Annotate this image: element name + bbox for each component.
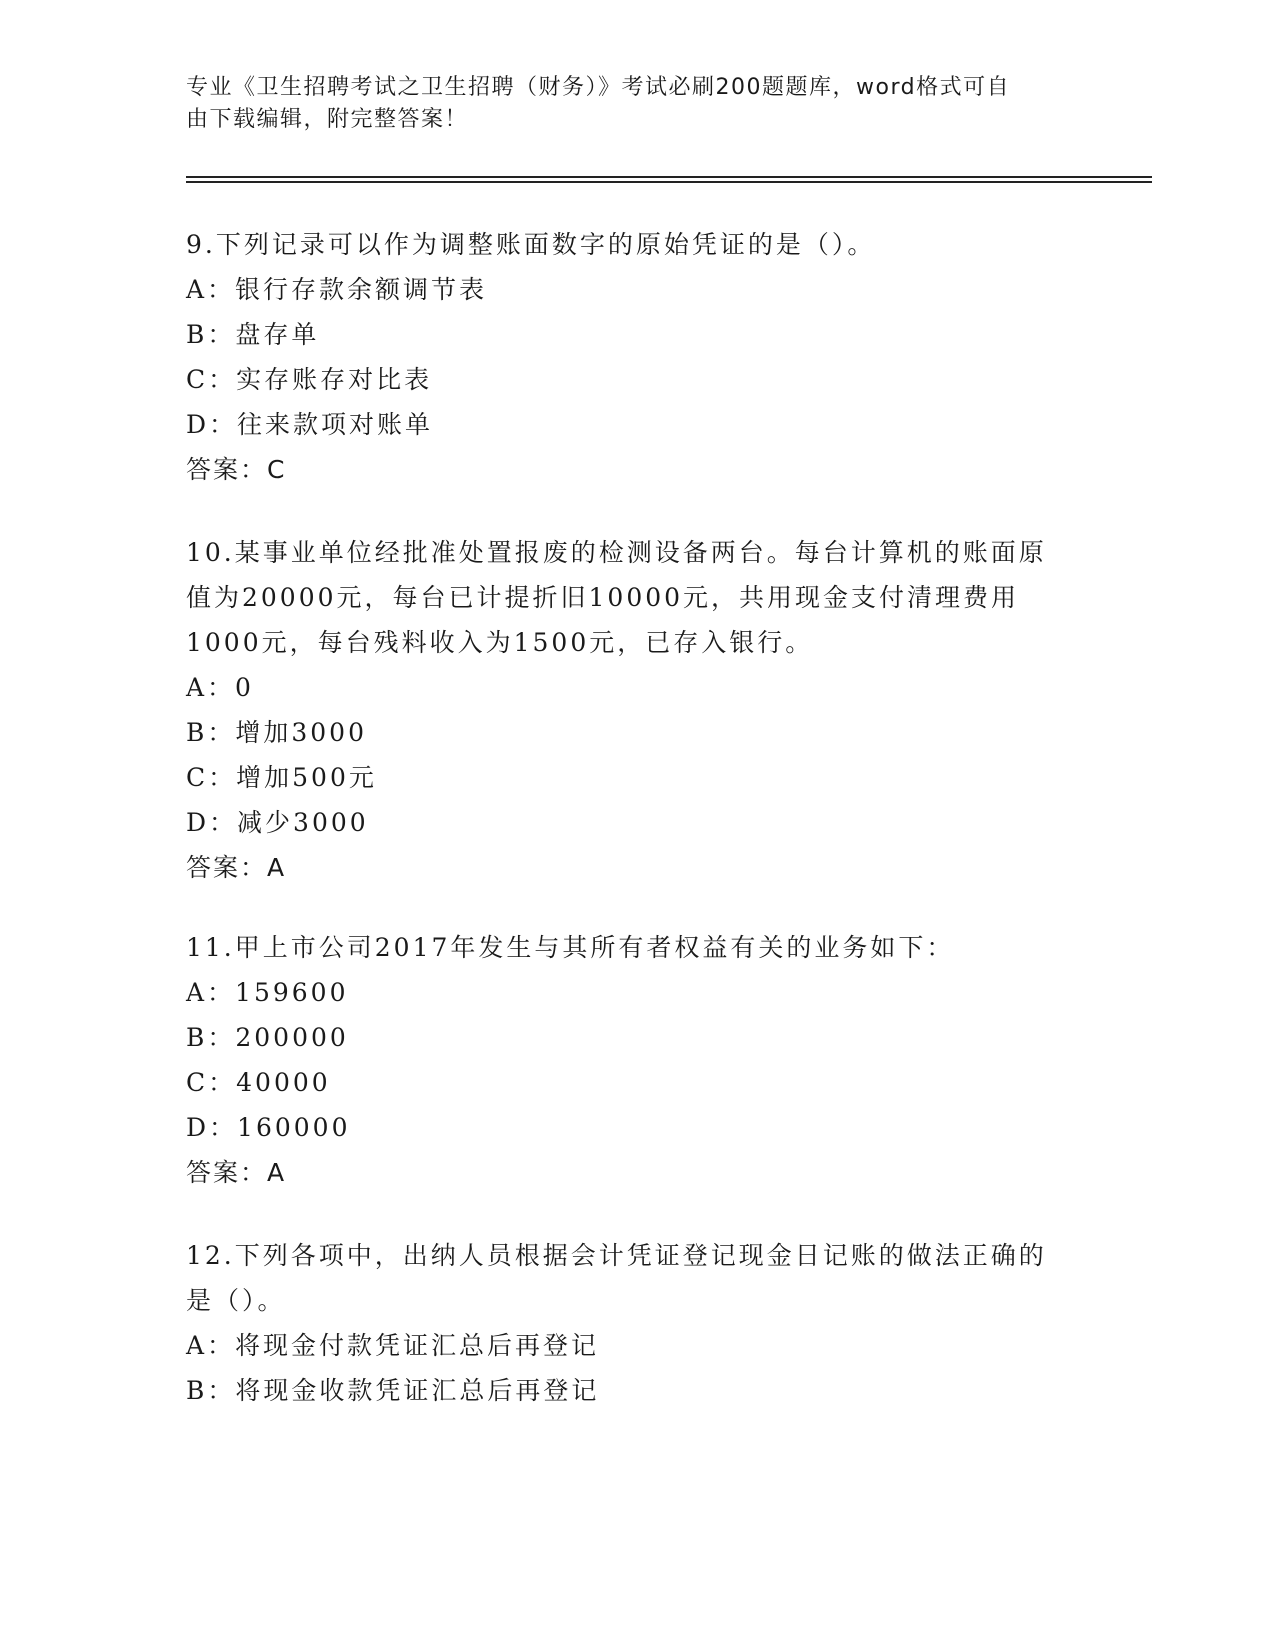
option-b: B：盘存单 — [186, 320, 320, 349]
option-a: A：159600 — [186, 978, 349, 1007]
answer: 答案：A — [186, 853, 287, 882]
option-c: C：40000 — [186, 1068, 331, 1097]
option-b: B：增加3000 — [186, 718, 367, 747]
question-text-line-1: 10.某事业单位经批准处置报废的检测设备两台。每台计算机的账面原 — [186, 538, 1047, 567]
question-text-line-2: 是（）。 — [186, 1286, 286, 1315]
question-12 — [186, 1233, 1066, 1413]
document-header — [186, 72, 1066, 136]
question-9 — [186, 222, 1066, 492]
option-d: D：往来款项对账单 — [186, 410, 434, 439]
option-d: D：减少3000 — [186, 808, 369, 837]
option-c: C：实存账存对比表 — [186, 365, 433, 394]
question-11 — [186, 925, 1066, 1195]
option-b: B：200000 — [186, 1023, 349, 1052]
question-text-line-3: 1000元，每台残料收入为1500元，已存入银行。 — [186, 628, 814, 657]
header-divider-top — [186, 176, 1152, 178]
header-divider-bottom — [186, 181, 1152, 183]
option-a: A：银行存款余额调节表 — [186, 275, 488, 304]
option-c: C：增加500元 — [186, 763, 377, 792]
header-line-1: 专业《卫生招聘考试之卫生招聘（财务）》考试必刷200题题库，word格式可自 — [186, 75, 1011, 100]
option-d: D：160000 — [186, 1113, 351, 1142]
option-b: B：将现金收款凭证汇总后再登记 — [186, 1376, 600, 1405]
question-10 — [186, 530, 1066, 890]
question-text-line-1: 12.下列各项中，出纳人员根据会计凭证登记现金日记账的做法正确的 — [186, 1241, 1047, 1270]
answer: 答案：A — [186, 1158, 287, 1187]
question-text: 11.甲上市公司2017年发生与其所有者权益有关的业务如下： — [186, 933, 955, 962]
question-text-line-2: 值为20000元，每台已计提折旧10000元，共用现金支付清理费用 — [186, 583, 1020, 612]
header-line-2: 由下载编辑，附完整答案！ — [186, 107, 469, 132]
option-a: A：将现金付款凭证汇总后再登记 — [186, 1331, 600, 1360]
question-text: 9.下列记录可以作为调整账面数字的原始凭证的是（）。 — [186, 230, 876, 259]
option-a: A：0 — [186, 673, 254, 702]
answer: 答案：C — [186, 455, 287, 484]
